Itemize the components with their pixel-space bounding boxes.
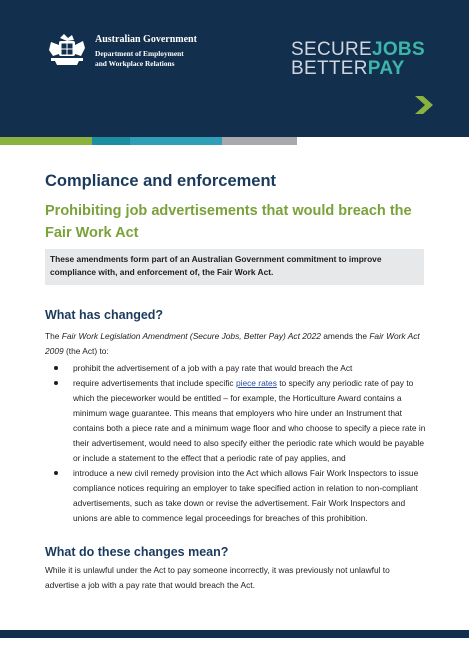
summary-callout — [45, 249, 424, 285]
summary-callout-text: These amendments form part of an Australian Government commitment to improve compliance with, and enforcement of, the Fair Work Act. — [50, 254, 382, 277]
bullet-icon — [54, 381, 58, 385]
coat-of-arms-icon — [47, 32, 87, 66]
bullet-icon — [54, 471, 58, 475]
intro-paragraph — [45, 329, 425, 359]
accent-stripe-teal — [92, 137, 130, 145]
accent-stripe-grey — [222, 137, 297, 145]
accent-stripe-blue — [130, 137, 222, 145]
list-item — [45, 361, 427, 376]
list-item-text-end: to specify any periodic rate of pay to which the pieceworker would be entitled – for example, the Horticulture Award contains a minimum wage guarantee. This means that employers who hire under an Instrument that contains both a piece rate and a minimum wage floor and who choose to specify a piece rate in their advertisement, would need to also specify either the periodic rate which would be payable or include a statement to the effect that a periodic rate of pay applies, and — [73, 378, 426, 463]
piece-rates-link[interactable]: piece rates — [235, 378, 277, 388]
footer-bar — [0, 630, 469, 638]
accent-stripe-green — [0, 137, 92, 145]
secure-jobs-better-pay-logo — [291, 40, 441, 78]
department-name-line1: Department of Employment — [95, 49, 184, 58]
department-name-line2: and Workplace Relations — [95, 59, 175, 68]
list-item — [45, 376, 427, 466]
changes-meaning-paragraph: While it is unlawful under the Act to pay someone incorrectly, it was previously not unlawful to advertise a job with a pay rate that would breach the Act. — [45, 565, 390, 590]
brand-better: BETTER — [291, 58, 368, 79]
chevron-right-icon — [413, 96, 435, 114]
government-logo — [47, 32, 197, 80]
list-item-text: prohibit the advertisement of a job with a pay rate that would breach the Act — [73, 363, 353, 373]
list-item-text-start: require advertisements that include specific — [73, 378, 236, 388]
list-item — [45, 466, 427, 526]
intro-text-1: The — [45, 331, 62, 341]
intro-text-3: (the Act) to: — [63, 346, 109, 356]
what-has-changed-heading: What has changed? — [45, 308, 164, 322]
page-header — [0, 0, 469, 137]
changes-list — [45, 361, 427, 526]
bullet-icon — [54, 366, 58, 370]
brand-secure: SECURE — [291, 39, 372, 60]
brand-pay: PAY — [367, 58, 405, 79]
act-name-amendment: Fair Work Legislation Amendment (Secure Jobs, Better Pay) Act 2022 — [61, 331, 321, 341]
list-item-text: introduce a new civil remedy provision into the Act which allows Fair Work Inspectors to issue compliance notices requiring an employer to take specified action in relation to non-compliant advertisements, such as take down or revise the advertisement. Fair Work Inspectors and unions are able to commence legal proceedings for breaches of this prohibition. — [73, 468, 419, 523]
page-title: Compliance and enforcement — [45, 172, 277, 190]
intro-text-2: amends the — [320, 331, 370, 341]
what-changes-mean-heading: What do these changes mean? — [45, 545, 229, 559]
act-name-fair-work: Fair Work Act 2009 — [45, 331, 420, 356]
page-subtitle: Prohibiting job advertisements that would breach the Fair Work Act — [45, 203, 412, 241]
brand-jobs: JOBS — [371, 39, 425, 60]
government-name: Australian Government — [95, 34, 197, 45]
